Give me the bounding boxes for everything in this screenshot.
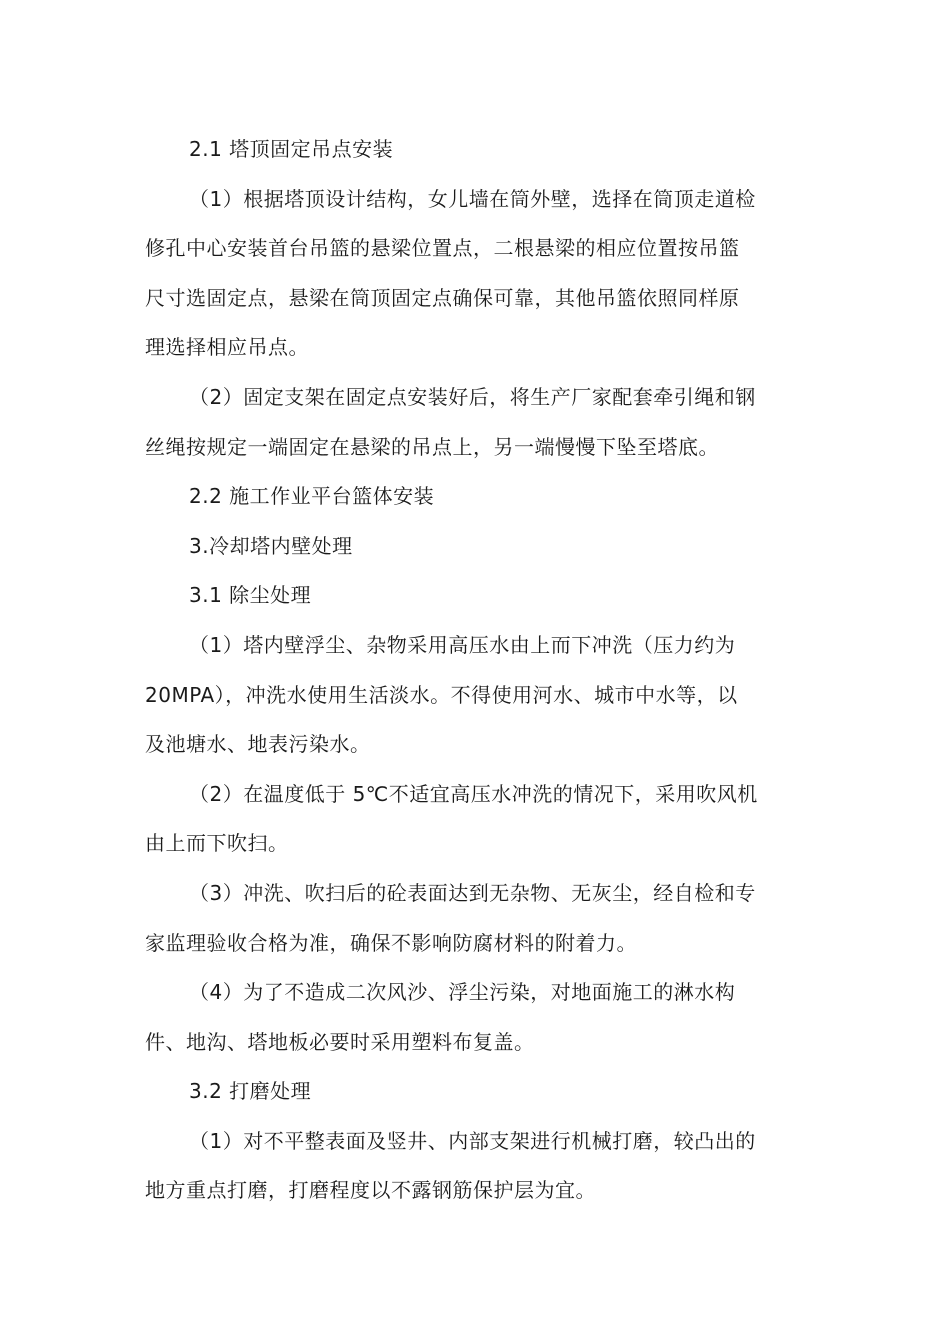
text-line-1: 2.1 塔顶固定吊点安装 <box>189 137 394 161</box>
text-line-2: （1）根据塔顶设计结构，女儿墙在筒外壁，选择在筒顶走道检 <box>189 186 756 211</box>
text-line-19: 件、地沟、塔地板必要时采用塑料布复盖。 <box>145 1029 535 1054</box>
text-line-5: 理选择相应吊点。 <box>145 335 309 360</box>
text-line-20: 3.2 打磨处理 <box>189 1079 312 1104</box>
text-line-17: 家监理验收合格为准，确保不影响防腐材料的附着力。 <box>145 930 637 955</box>
text-line-21: （1）对不平整表面及竖井、内部支架进行机械打磨，较凸出的 <box>189 1128 756 1153</box>
text-line-15: 由上而下吹扫。 <box>145 831 289 856</box>
text-line-14: （2）在温度低于 5℃不适宜高压水冲洗的情况下，采用吹风机 <box>189 781 758 806</box>
text-line-7: 丝绳按规定一端固定在悬梁的吊点上，另一端慢慢下坠至塔底。 <box>145 434 719 459</box>
text-line-12: 20MPA），冲洗水使用生活淡水。不得使用河水、城市中水等，以 <box>145 682 738 707</box>
text-line-16: （3）冲洗、吹扫后的砼表面达到无杂物、无灰尘，经自检和专 <box>189 880 756 905</box>
text-line-18: （4）为了不造成二次风沙、浮尘污染，对地面施工的淋水构 <box>189 980 736 1005</box>
text-line-8: 2.2 施工作业平台篮体安装 <box>189 484 435 509</box>
text-line-4: 尺寸选固定点，悬梁在筒顶固定点确保可靠，其他吊篮依照同样原 <box>145 285 740 310</box>
text-line-9: 3.冷却塔内壁处理 <box>189 533 353 558</box>
text-line-11: （1）塔内壁浮尘、杂物采用高压水由上而下冲洗（压力约为 <box>189 632 736 657</box>
text-line-10: 3.1 除尘处理 <box>189 583 312 608</box>
text-line-6: （2）固定支架在固定点安装好后，将生产厂家配套牵引绳和钢 <box>189 384 756 409</box>
text-line-13: 及池塘水、地表污染水。 <box>145 732 371 757</box>
document-body <box>145 125 810 1216</box>
text-line-3: 修孔中心安装首台吊篮的悬梁位置点，二根悬梁的相应位置按吊篮 <box>145 236 740 261</box>
text-line-22: 地方重点打磨，打磨程度以不露钢筋保护层为宜。 <box>145 1178 596 1203</box>
